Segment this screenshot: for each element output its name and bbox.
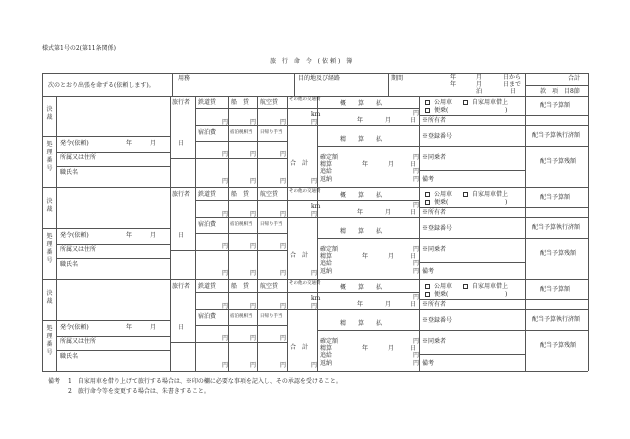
block-2-settle: 精 算 払 xyxy=(340,228,383,235)
block-3-sum-yen-2: 円 xyxy=(280,362,287,369)
block-2-cost-col-6 xyxy=(419,188,420,279)
block-2-fare-yen-3: 円 xyxy=(311,211,318,218)
block-1-refund-yen: 円 xyxy=(413,176,420,183)
block-3-sum-yen-3: 円 xyxy=(311,362,318,369)
block-2-extra: 追給 xyxy=(320,260,333,267)
block-1-sum-yen-3: 円 xyxy=(311,178,318,185)
block-3-budget-exec: 配当予算執行済額 xyxy=(532,316,581,323)
top-div-3 xyxy=(388,73,389,96)
block-3-settle-line xyxy=(317,330,419,331)
block-1-cost-col-6 xyxy=(419,96,420,187)
block-1-companion: ※同乗者 xyxy=(422,154,447,161)
block-1-fare-yen-2: 円 xyxy=(280,119,287,126)
block-3-paid-day: 日 xyxy=(410,345,417,352)
block-2-lodge-yen-2: 円 xyxy=(280,243,287,250)
block-3-rem-line xyxy=(419,354,525,355)
block-2-refund-yen: 円 xyxy=(413,268,420,275)
block-1-position-name: 職氏名 xyxy=(60,169,79,176)
note-2: 2 旅行命令等を変更する場合は、朱書きすること。 xyxy=(68,388,210,395)
block-1-reg-no: ※登録番号 xyxy=(422,133,453,140)
block-2-budget-col xyxy=(525,188,526,279)
destination-label: 目的地及び経路 xyxy=(298,75,341,82)
block-3-convenience-checkbox[interactable] xyxy=(425,292,430,297)
block-3-lodge-yen-0: 円 xyxy=(222,335,229,342)
block-2-order-day: 日 xyxy=(178,232,185,239)
block-3-lodge-yen-2: 円 xyxy=(280,335,287,342)
block-3-est-day: 日 xyxy=(410,301,417,308)
block-3-budget-remain: 配当予算残額 xyxy=(540,342,577,349)
block-1-sum-yen-1: 円 xyxy=(250,178,257,185)
block-3-lodging-tax: 宿泊税相当 xyxy=(230,314,253,319)
block-3-fare-line xyxy=(195,292,317,293)
top-div-2 xyxy=(294,73,295,96)
block-3-refund: 返納 xyxy=(320,360,333,367)
block-2-air: 航空賃 xyxy=(260,191,279,198)
block-3-official-car: 公用車 xyxy=(434,283,453,290)
block-2-extra-yen: 円 xyxy=(413,260,420,267)
block-3-confirmed-yen: 円 xyxy=(413,338,420,345)
block-1-bottom xyxy=(42,187,588,188)
block-2-budget-line-1 xyxy=(525,217,588,218)
order-text: 次のとおり出張を命ずる(依頼します)。 xyxy=(48,82,155,89)
block-2-decision: 決 裁 xyxy=(46,198,59,213)
block-3-official-car-checkbox[interactable] xyxy=(425,284,430,289)
block-1-sum-yen-2: 円 xyxy=(280,178,287,185)
block-3-comp-line xyxy=(419,330,525,331)
block-1-owner-line xyxy=(419,115,588,116)
block-2-lodging-tax: 宿泊税相当 xyxy=(230,222,253,227)
block-1-settle: 精 算 払 xyxy=(340,136,383,143)
block-3-budget-line-1 xyxy=(525,309,588,310)
block-1-fare-yen-0: 円 xyxy=(222,119,229,126)
block-1-private-car-checkbox[interactable] xyxy=(463,100,468,105)
block-3-decision: 決 裁 xyxy=(46,290,59,305)
block-1-decision: 決 裁 xyxy=(46,106,59,121)
block-1-lodging-tax: 宿泊税相当 xyxy=(230,130,253,135)
block-2-bottom xyxy=(42,279,588,280)
block-3-confirmed: 確定額 xyxy=(320,338,339,345)
block-2-sum: 合 計 xyxy=(290,252,309,259)
block-1-lodge-yen-0: 円 xyxy=(222,151,229,158)
block-3-rail: 鉄道賃 xyxy=(198,283,217,290)
business-label: 用務 xyxy=(178,75,191,82)
block-2-budget-line-2 xyxy=(525,238,588,239)
block-3-est-month: 月 xyxy=(385,301,392,308)
block-2-sum-yen-3: 円 xyxy=(311,270,318,277)
block-3-left-split xyxy=(42,320,170,321)
block-1-left-split xyxy=(42,136,170,137)
block-2-comp-line xyxy=(419,238,525,239)
note-1: 1 自家用車を借り上げて旅行する場合は、※印の欄に必要な事項を記入し、その承認を受けること。 xyxy=(68,378,342,385)
block-2-estimate: 概 算 払 xyxy=(340,192,383,199)
left-border xyxy=(42,73,43,371)
block-3-cost-col-4 xyxy=(287,280,288,371)
block-2-daily: 日帰り手当 xyxy=(260,222,283,227)
block-2-km: km xyxy=(311,203,321,210)
block-2-est-month: 月 xyxy=(385,209,392,216)
block-2-budget-exec: 配当予算執行済額 xyxy=(532,224,581,231)
block-2-budget-remain: 配当予算残額 xyxy=(540,250,577,257)
block-3-air: 航空賃 xyxy=(260,283,279,290)
block-2-other: その他の交通費 xyxy=(289,189,321,194)
block-1-sum-yen-0: 円 xyxy=(222,178,229,185)
block-3-est-line xyxy=(317,292,419,293)
block-2-paid-day: 日 xyxy=(410,253,417,260)
block-1-settle-line xyxy=(317,146,419,147)
block-3-order-year: 年 xyxy=(126,324,133,331)
block-3-cost-col-6 xyxy=(419,280,420,371)
block-1-budget-exec: 配当予算執行済額 xyxy=(532,132,581,139)
block-1-ship: 船 賃 xyxy=(231,99,250,106)
block-3-order-day: 日 xyxy=(178,324,185,331)
block-2-convenience-close: ) xyxy=(505,199,508,206)
block-3-lodge-bottom xyxy=(170,342,287,343)
block-1-budget-col xyxy=(525,96,526,187)
block-2-lodge-line xyxy=(195,233,287,234)
block-1-official-car: 公用車 xyxy=(434,99,453,106)
block-3-extra-yen: 円 xyxy=(413,352,420,359)
block-1-budget-allot: 配当予算額 xyxy=(540,102,571,109)
block-2-confirmed-yen: 円 xyxy=(413,246,420,253)
block-2-fare-line xyxy=(195,200,317,201)
block-3-settle: 精 算 払 xyxy=(340,320,383,327)
form-title: 旅 行 命 令 (依頼) 簿 xyxy=(270,58,355,65)
block-3-order-date: 発令(依頼) xyxy=(60,324,89,331)
block-1-rem-line xyxy=(419,170,525,171)
block-1-remarks: 備考 xyxy=(422,176,435,183)
block-2-budget-allot: 配当予算額 xyxy=(540,194,571,201)
block-2-fare-yen-1: 円 xyxy=(250,211,257,218)
block-3-estimate: 概 算 払 xyxy=(340,284,383,291)
block-1-air: 航空賃 xyxy=(260,99,279,106)
block-2-est-yen: 円 xyxy=(413,202,420,209)
block-1-lodge-yen-2: 円 xyxy=(280,151,287,158)
block-2-order-year: 年 xyxy=(126,232,133,239)
block-3-reg-line xyxy=(419,309,525,310)
block-1-rail: 鉄道賃 xyxy=(198,99,217,106)
block-3-budget-allot: 配当予算額 xyxy=(540,286,571,293)
block-1-convenience: 便乗( xyxy=(434,107,449,114)
block-1-comp-line xyxy=(419,146,525,147)
block-1-affiliation: 所属又は住所 xyxy=(60,154,97,161)
block-1-lodge-line xyxy=(195,141,287,142)
period-year-2: 年 xyxy=(450,81,457,88)
block-3-traveler-border xyxy=(170,280,171,371)
block-3-extra: 追給 xyxy=(320,352,333,359)
block-3-bottom xyxy=(42,371,588,372)
period-nights: 泊 xyxy=(476,88,483,95)
block-1-daily: 日帰り手当 xyxy=(260,130,283,135)
block-3-ship: 船 賃 xyxy=(231,283,250,290)
block-1-paid-month: 月 xyxy=(388,161,395,168)
right-border xyxy=(588,73,589,371)
block-2-convenience-checkbox[interactable] xyxy=(425,200,430,205)
block-2-private-car-checkbox[interactable] xyxy=(463,192,468,197)
block-3-convenience: 便乗( xyxy=(434,291,449,298)
block-1-fare-line xyxy=(195,108,317,109)
block-2-reg-line xyxy=(419,217,525,218)
block-1-traveler: 旅行者 xyxy=(172,99,191,106)
block-3-budget-line-2 xyxy=(525,330,588,331)
block-1-budget-line-1 xyxy=(525,125,588,126)
block-3-convenience-close: ) xyxy=(505,291,508,298)
block-3-remarks: 備考 xyxy=(422,360,435,367)
block-2-position-name: 職氏名 xyxy=(60,261,79,268)
block-2-est-day: 日 xyxy=(410,209,417,216)
block-1-budget-remain: 配当予算残額 xyxy=(540,158,577,165)
block-2-owner: ※所有者 xyxy=(422,209,447,216)
block-1-name-line xyxy=(56,166,170,167)
block-3-sum: 合 計 xyxy=(290,344,309,351)
block-2-paid-year: 年 xyxy=(362,253,369,260)
block-2-traveler: 旅行者 xyxy=(172,191,191,198)
block-3-aff-line xyxy=(56,336,170,337)
block-3-est-year: 年 xyxy=(357,301,364,308)
block-3-km: km xyxy=(311,295,321,302)
block-3-refund-yen: 円 xyxy=(413,360,420,367)
block-1-extra: 追給 xyxy=(320,168,333,175)
block-1-lodge-bottom xyxy=(170,158,287,159)
block-2-paid-month: 月 xyxy=(388,253,395,260)
block-2-lodge-yen-1: 円 xyxy=(250,243,257,250)
block-2-confirmed: 確定額 xyxy=(320,246,339,253)
block-1-owner: ※所有者 xyxy=(422,117,447,124)
block-1-est-bottom xyxy=(317,125,419,126)
block-2-order-date: 発令(依頼) xyxy=(60,232,89,239)
block-1-confirmed: 確定額 xyxy=(320,154,339,161)
block-1-budget-line-2 xyxy=(525,146,588,147)
block-1-traveler-border xyxy=(170,96,171,187)
block-1-lodging: 宿泊費 xyxy=(198,129,217,136)
block-2-name-line xyxy=(56,258,170,259)
block-3-paid: 精算 xyxy=(320,345,333,352)
block-2-est-bottom xyxy=(317,217,419,218)
block-1-est-year: 年 xyxy=(357,117,364,124)
block-2-official-car-checkbox[interactable] xyxy=(425,192,430,197)
block-3-order-month: 月 xyxy=(150,324,157,331)
block-2-settle-line xyxy=(317,238,419,239)
block-1-convenience-close: ) xyxy=(505,107,508,114)
block-1-paid-year: 年 xyxy=(362,161,369,168)
block-1-lodge-yen-1: 円 xyxy=(250,151,257,158)
block-1-sum: 合 計 xyxy=(290,160,309,167)
block-1-km: km xyxy=(311,111,321,118)
block-1-fare-yen-3: 円 xyxy=(311,119,318,126)
block-3-fare-yen-3: 円 xyxy=(311,303,318,310)
block-1-private-car: 自家用車借上 xyxy=(472,99,509,106)
block-2-traveler-border xyxy=(170,188,171,279)
block-2-cost-col-5 xyxy=(317,188,318,279)
block-1-estimate: 概 算 払 xyxy=(340,100,383,107)
block-3-fare-yen-1: 円 xyxy=(250,303,257,310)
top-right-split xyxy=(525,85,588,86)
block-3-name-line xyxy=(56,350,170,351)
block-2-rem-line xyxy=(419,262,525,263)
block-3-owner-line xyxy=(419,299,588,300)
block-2-fare-yen-0: 円 xyxy=(222,211,229,218)
block-2-sum-yen-0: 円 xyxy=(222,270,229,277)
block-2-private-car: 自家用車借上 xyxy=(472,191,509,198)
block-2-rail: 鉄道賃 xyxy=(198,191,217,198)
block-3-traveler: 旅行者 xyxy=(172,283,191,290)
block-2-lodge-bottom xyxy=(170,250,287,251)
block-2-sum-yen-1: 円 xyxy=(250,270,257,277)
block-3-position-name: 職氏名 xyxy=(60,353,79,360)
block-3-daily: 日帰り手当 xyxy=(260,314,283,319)
block-3-fare-yen-0: 円 xyxy=(222,303,229,310)
block-2-sum-yen-2: 円 xyxy=(280,270,287,277)
block-1-order-day: 日 xyxy=(178,140,185,147)
block-3-lodge-yen-1: 円 xyxy=(250,335,257,342)
block-3-sum-yen-1: 円 xyxy=(250,362,257,369)
block-2-companion: ※同乗者 xyxy=(422,246,447,253)
block-3-affiliation: 所属又は住所 xyxy=(60,338,97,345)
block-1-paid: 精算 xyxy=(320,161,333,168)
block-2-ship: 船 賃 xyxy=(231,191,250,198)
block-2-lodge-yen-0: 円 xyxy=(222,243,229,250)
block-3-private-car: 自家用車借上 xyxy=(472,283,509,290)
block-1-est-yen: 円 xyxy=(413,110,420,117)
block-1-order-month: 月 xyxy=(150,140,157,147)
block-2-owner-line xyxy=(419,207,588,208)
block-3-paid-year: 年 xyxy=(362,345,369,352)
block-3-sum-yen-0: 円 xyxy=(222,362,229,369)
period-to: 日まで xyxy=(503,81,522,88)
block-3-processing: 処理番号 xyxy=(46,325,53,356)
block-3-lodging: 宿泊費 xyxy=(198,313,217,320)
block-3-companion: ※同乗者 xyxy=(422,338,447,345)
block-2-est-year: 年 xyxy=(357,209,364,216)
block-3-budget-col xyxy=(525,280,526,371)
block-2-order-month: 月 xyxy=(150,232,157,239)
block-3-cost-col-5 xyxy=(317,280,318,371)
budget-item-label: 款 項 目8節 xyxy=(540,88,580,95)
block-3-est-yen: 円 xyxy=(413,294,420,301)
block-2-cost-col-4 xyxy=(287,188,288,279)
block-1-extra-yen: 円 xyxy=(413,168,420,175)
period-days: 日 xyxy=(510,88,517,95)
block-3-other: その他の交通費 xyxy=(289,281,321,286)
block-3-fare-yen-2: 円 xyxy=(280,303,287,310)
block-1-other: その他の交通費 xyxy=(289,97,321,102)
block-2-fare-yen-2: 円 xyxy=(280,211,287,218)
block-1-refund: 返納 xyxy=(320,176,333,183)
block-1-fare-yen-1: 円 xyxy=(250,119,257,126)
block-2-official-car: 公用車 xyxy=(434,191,453,198)
period-year-1: 年 xyxy=(450,74,457,81)
block-2-est-line xyxy=(317,200,419,201)
notes-label: 備考 xyxy=(48,378,61,385)
block-3-lodge-line xyxy=(195,325,287,326)
period-label: 期間 xyxy=(391,75,404,82)
block-1-order-year: 年 xyxy=(126,140,133,147)
block-2-convenience: 便乗( xyxy=(434,199,449,206)
block-3-est-bottom xyxy=(317,309,419,310)
block-2-refund: 返納 xyxy=(320,268,333,275)
period-from: 日から xyxy=(503,74,522,81)
block-1-order-date: 発令(依頼) xyxy=(60,140,89,147)
block-2-left-split xyxy=(42,228,170,229)
total-label: 合計 xyxy=(568,75,581,82)
block-2-lodging: 宿泊費 xyxy=(198,221,217,228)
block-3-paid-month: 月 xyxy=(388,345,395,352)
form-number: 様式第1号の2(第11条関係) xyxy=(42,45,116,52)
top-div-1 xyxy=(172,73,173,96)
block-2-reg-no: ※登録番号 xyxy=(422,225,453,232)
block-2-paid: 精算 xyxy=(320,253,333,260)
block-1-convenience-checkbox[interactable] xyxy=(425,108,430,113)
block-2-processing: 処理番号 xyxy=(46,233,53,264)
block-2-aff-line xyxy=(56,244,170,245)
block-1-processing: 処理番号 xyxy=(46,141,53,172)
block-2-affiliation: 所属又は住所 xyxy=(60,246,97,253)
block-2-remarks: 備考 xyxy=(422,268,435,275)
block-1-cost-col-5 xyxy=(317,96,318,187)
period-month-2: 月 xyxy=(476,81,483,88)
block-1-official-car-checkbox[interactable] xyxy=(425,100,430,105)
block-1-confirmed-yen: 円 xyxy=(413,154,420,161)
block-3-private-car-checkbox[interactable] xyxy=(463,284,468,289)
block-1-est-month: 月 xyxy=(385,117,392,124)
block-3-owner: ※所有者 xyxy=(422,301,447,308)
block-1-est-day: 日 xyxy=(410,117,417,124)
block-1-paid-day: 日 xyxy=(410,161,417,168)
block-1-est-line xyxy=(317,108,419,109)
block-1-cost-col-4 xyxy=(287,96,288,187)
block-1-reg-line xyxy=(419,125,525,126)
block-3-reg-no: ※登録番号 xyxy=(422,317,453,324)
period-month-1: 月 xyxy=(476,74,483,81)
block-1-aff-line xyxy=(56,152,170,153)
